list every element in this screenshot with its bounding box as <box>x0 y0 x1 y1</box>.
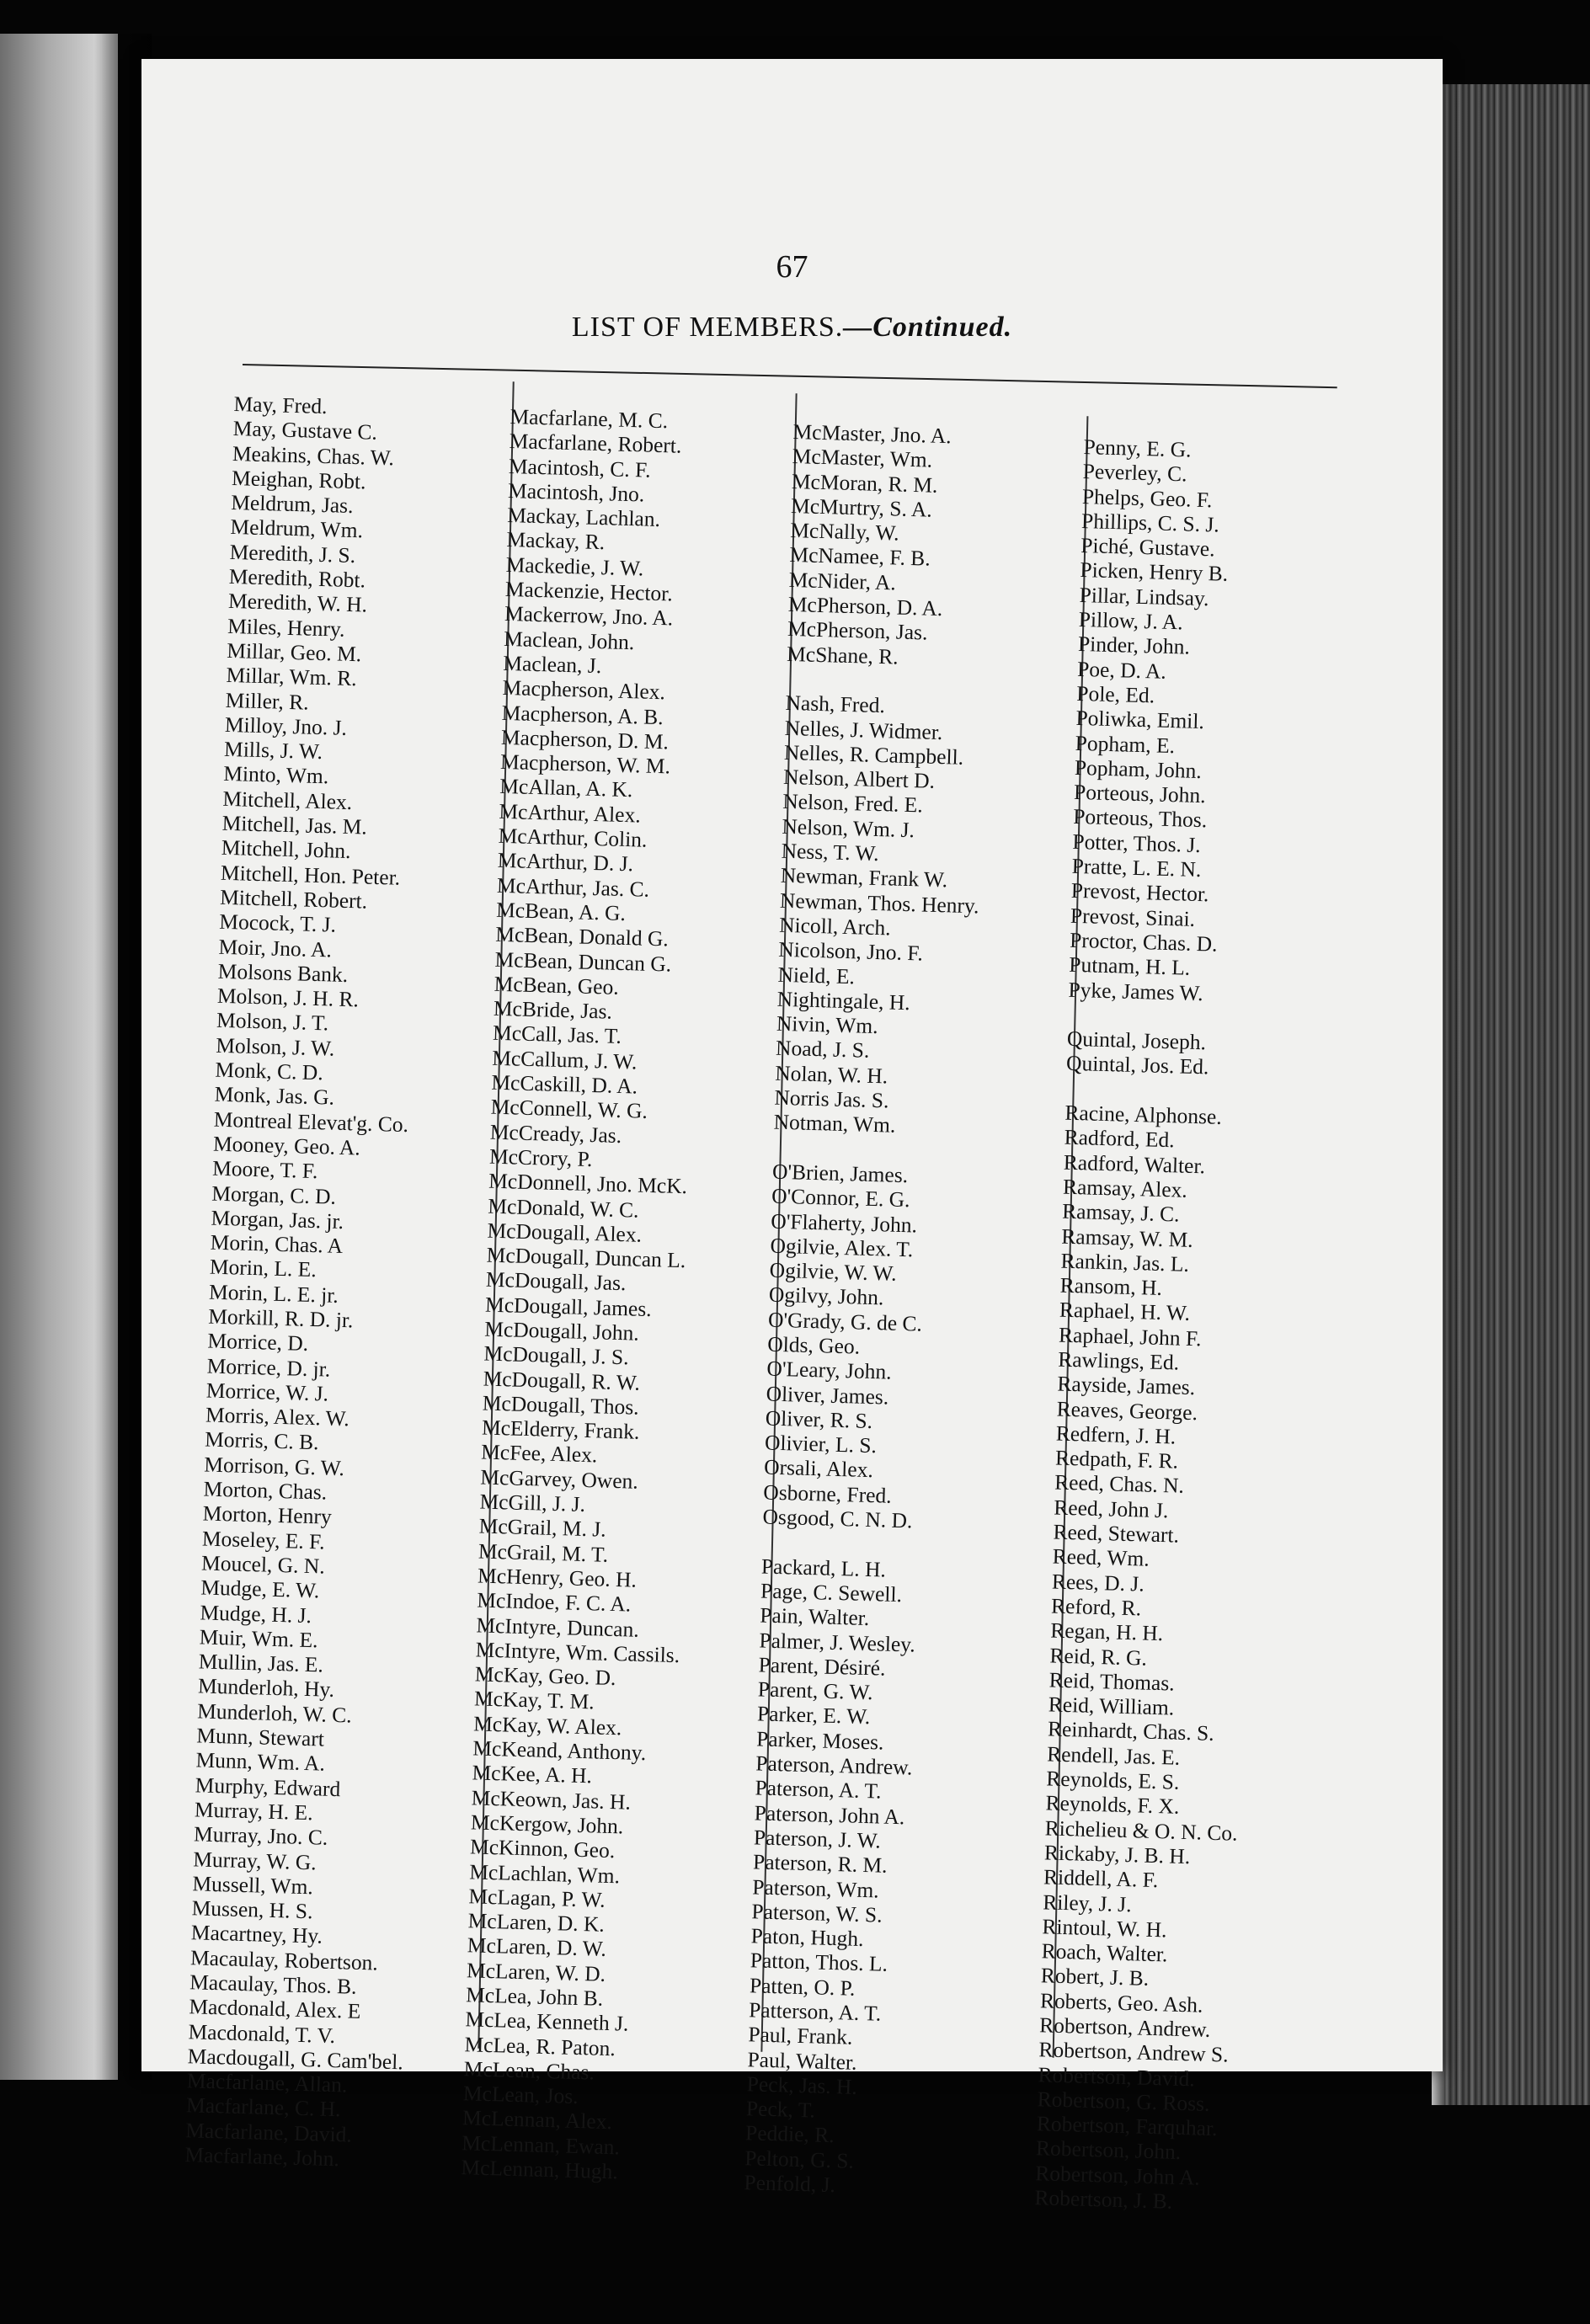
member-entry: O'Flaherty, John. <box>771 1208 918 1237</box>
member-entry: Robertson, Farquhar. <box>1036 2111 1218 2141</box>
member-entry: Robert, J. B. <box>1040 1963 1150 1991</box>
member-entry: Mitchell, Hon. Peter. <box>220 860 401 890</box>
member-entry: Macaulay, Robertson. <box>189 1944 379 1975</box>
member-entry: Quintal, Joseph. <box>1066 1026 1207 1055</box>
member-entry: Morrice, D. jr. <box>206 1353 331 1382</box>
member-entry: Nelson, Wm. J. <box>782 813 915 842</box>
member-entry: Raphael, H. W. <box>1059 1297 1191 1326</box>
member-entry: Roach, Walter. <box>1041 1938 1168 1967</box>
member-entry: McLea, John B. <box>465 1982 604 2011</box>
member-entry: Pole, Ed. <box>1076 680 1155 708</box>
member-entry: McConnell, W. G. <box>490 1094 648 1124</box>
member-entry: Reed, Stewart. <box>1053 1519 1180 1548</box>
member-entry: Piché, Gustave. <box>1080 533 1216 562</box>
member-entry: Macdougall, G. Cam'bel. <box>187 2044 404 2075</box>
member-entry: Packard, L. H. <box>760 1554 887 1582</box>
member-entry: Robertson, John. <box>1035 2135 1182 2165</box>
member-entry: Murphy, Edward <box>195 1772 341 1801</box>
member-entry: Montreal Elevat'g. Co. <box>213 1106 409 1137</box>
member-entry: Meakins, Chas. W. <box>232 440 395 470</box>
member-entry: McLaren, D. K. <box>467 1908 606 1937</box>
member-entry: McMaster, Jno. A. <box>792 419 952 449</box>
member-entry: Ogilvie, W. W. <box>769 1257 898 1286</box>
member-entry: O'Grady, G. de C. <box>767 1307 923 1336</box>
member-entry: McGarvey, Owen. <box>480 1464 639 1494</box>
member-entry: Macfarlane, Robert. <box>509 429 682 458</box>
member-entry: McPherson, Jas. <box>787 616 928 645</box>
member-entry: Reid, Thomas. <box>1048 1667 1176 1696</box>
member-entry: McDougall, Duncan L. <box>486 1242 686 1273</box>
member-column-4 <box>1034 434 1277 2215</box>
member-entry: Ransom, H. <box>1059 1272 1163 1301</box>
member-entry: McDougall, J. S. <box>483 1341 629 1370</box>
member-entry: McKeown, Jas. H. <box>471 1784 632 1815</box>
member-entry: Reynolds, E. S. <box>1046 1766 1180 1794</box>
member-entry: McDonald, W. C. <box>488 1193 639 1223</box>
page-number: 67 <box>776 249 808 285</box>
member-entry: Patten, O. P. <box>749 1972 856 2001</box>
member-entry: McCready, Jas. <box>489 1119 622 1148</box>
member-entry: McHenry, Geo. H. <box>477 1563 638 1592</box>
member-entry: McLachlan, Wm. <box>468 1858 621 1888</box>
member-entry: Prevost, Hector. <box>1070 878 1209 907</box>
member-entry: McGrail, M. J. <box>478 1513 606 1543</box>
member-entry: Reed, Wm. <box>1052 1543 1150 1572</box>
member-entry: Millar, Wm. R. <box>226 663 357 691</box>
member-entry: McLennan, Ewan. <box>461 2129 621 2160</box>
member-entry: Oliver, James. <box>766 1381 889 1410</box>
member-entry: Macfarlane, David. <box>184 2117 353 2147</box>
member-entry: McDougall, Jas. <box>485 1266 627 1296</box>
member-entry: McCaskill, D. A. <box>491 1069 638 1099</box>
member-entry: Popham, John. <box>1074 754 1203 783</box>
member-entry: McDougall, James. <box>484 1292 653 1321</box>
member-entry: Potter, Thos. J. <box>1072 829 1202 857</box>
member-entry: McBean, Duncan G. <box>494 946 672 977</box>
member-entry: Mills, J. W. <box>223 736 323 765</box>
member-entry: McNally, W. <box>789 518 900 546</box>
member-entry: Paterson, J. W. <box>753 1825 882 1853</box>
member-entry: Robertson, Andrew. <box>1038 2012 1211 2042</box>
member-entry: Poe, D. A. <box>1076 656 1167 684</box>
member-entry: McKeand, Anthony. <box>472 1735 647 1766</box>
member-entry: McIntyre, Wm. Cassils. <box>475 1637 680 1668</box>
member-entry: Oliver, R. S. <box>765 1405 873 1433</box>
member-entry: Nicoll, Arch. <box>778 912 892 941</box>
member-entry: Rayside, James. <box>1057 1371 1196 1400</box>
member-entry: Phelps, Geo. F. <box>1081 483 1213 512</box>
member-entry: Osgood, C. N. D. <box>762 1504 913 1533</box>
member-entry: Peddie, R. <box>744 2120 835 2148</box>
member-entry: Roberts, Geo. Ash. <box>1039 1987 1203 2018</box>
member-entry: Macpherson, Alex. <box>502 675 666 705</box>
member-entry: O'Leary, John. <box>766 1356 892 1384</box>
member-entry: Macfarlane, Allan. <box>186 2068 348 2097</box>
member-entry: Parent, G. W. <box>757 1676 873 1705</box>
member-entry: Meldrum, Jas. <box>230 490 354 519</box>
member-entry: McLean, Jos. <box>462 2081 579 2109</box>
member-entry: McBean, A. G. <box>495 897 627 925</box>
member-entry: Munn, Wm. A. <box>195 1747 326 1776</box>
member-entry: Macfarlane, John. <box>184 2142 340 2172</box>
member-entry: Reaves, George. <box>1056 1396 1198 1425</box>
member-entry: Reed, John J. <box>1054 1495 1169 1523</box>
member-entry: Macpherson, D. M. <box>500 724 670 754</box>
member-entry: May, Gustave C. <box>232 416 378 445</box>
member-entry: McDougall, Alex. <box>487 1218 643 1247</box>
member-entry: Redfern, J. H. <box>1055 1421 1176 1449</box>
member-entry: Raphael, John F. <box>1058 1322 1202 1351</box>
member-entry: McLennan, Alex. <box>462 2105 613 2135</box>
member-entry: Pillow, J. A. <box>1078 606 1183 635</box>
member-entry: Macpherson, A. B. <box>501 700 664 729</box>
member-entry: McKay, Geo. D. <box>474 1661 616 1691</box>
book-fore-edge <box>1444 84 1590 2105</box>
member-entry: Reynolds, F. X. <box>1045 1790 1180 1820</box>
member-entry: Paterson, John A. <box>754 1799 905 1829</box>
member-entry: Redpath, F. R. <box>1054 1445 1179 1474</box>
member-entry: Riddell, A. F. <box>1043 1864 1159 1893</box>
member-entry: Mussen, H. S. <box>191 1895 313 1924</box>
member-entry: Poliwka, Emil. <box>1075 706 1205 734</box>
member-entry: Monk, Jas. G. <box>214 1081 335 1110</box>
member-entry: Nelles, R. Campbell. <box>783 739 964 770</box>
member-entry: Mackay, R. <box>506 527 606 555</box>
member-entry: Parker, Moses. <box>755 1726 884 1755</box>
member-entry: Macartney, Hy. <box>190 1920 323 1949</box>
member-entry: McGrail, M. T. <box>478 1538 609 1567</box>
member-entry: Mocock, T. J. <box>219 909 337 937</box>
member-entry: McKergow, John. <box>470 1810 624 1839</box>
member-entry: McElderry, Frank. <box>481 1415 640 1444</box>
member-entry: McLea, Kenneth J. <box>465 2007 629 2036</box>
member-entry: Mussell, Wm. <box>192 1871 314 1900</box>
member-entry: Mudge, H. J. <box>200 1599 312 1628</box>
member-entry: Paterson, Wm. <box>751 1874 880 1903</box>
member-entry: Macfarlane, M. C. <box>510 404 669 434</box>
member-entry: McKay, T. M. <box>473 1686 595 1714</box>
member-entry: McDougall, Thos. <box>482 1390 640 1420</box>
member-entry: McMoran, R. M. <box>791 468 938 498</box>
member-entry: McArthur, Alex. <box>499 798 642 828</box>
member-entry: Reid, R. G. <box>1049 1642 1148 1671</box>
member-entry: Porteous, John. <box>1073 779 1207 808</box>
member-entry: Mitchell, John. <box>221 835 351 864</box>
document-page <box>141 59 1443 2214</box>
member-entry: Reid, William. <box>1048 1692 1175 1720</box>
member-entry: Picken, Henry B. <box>1080 557 1229 587</box>
member-entry: Penfold, J. <box>744 2170 836 2198</box>
member-entry: McLaren, W. D. <box>466 1957 606 1986</box>
member-entry: McNamee, F. B. <box>789 542 931 572</box>
member-entry: Miller, R. <box>225 687 310 715</box>
member-entry: Mooney, Geo. A. <box>212 1131 361 1160</box>
member-entry: Orsali, Alex. <box>763 1454 874 1483</box>
member-entry: Meighan, Robt. <box>231 465 366 494</box>
member-entry: Macintosh, Jno. <box>507 477 645 507</box>
member-entry: Newman, Frank W. <box>780 863 948 893</box>
member-entry: McShane, R. <box>786 641 899 669</box>
member-entry: Palmer, J. Wesley. <box>759 1627 916 1657</box>
member-entry: McKay, W. Alex. <box>472 1711 622 1740</box>
member-entry: Mackenzie, Hector. <box>504 576 674 606</box>
member-entry: McPherson, D. A. <box>787 591 943 621</box>
member-entry: O'Brien, James. <box>771 1159 909 1188</box>
member-entry: Morris, C. B. <box>204 1426 319 1455</box>
member-entry: Regan, H. H. <box>1049 1618 1164 1646</box>
member-entry: Macdonald, T. V. <box>188 2018 336 2048</box>
member-entry: Olivier, L. S. <box>764 1430 878 1458</box>
member-entry: Putnam, H. L. <box>1069 951 1191 980</box>
member-entry: McDougall, John. <box>483 1316 640 1346</box>
member-entry: Nelson, Albert D. <box>782 764 936 794</box>
member-entry: Peck, Jas. H. <box>746 2071 858 2099</box>
member-entry: Paterson, A. T. <box>755 1775 882 1804</box>
member-entry: McLean, Chas. <box>463 2056 595 2085</box>
member-entry: McGill, J. J. <box>479 1489 586 1517</box>
member-entry: Popham, E. <box>1075 730 1176 758</box>
member-entry: Osborne, Fred. <box>763 1479 893 1508</box>
member-entry: Macaulay, Thos. B. <box>189 1970 357 1999</box>
member-entry: Penny, E. G. <box>1083 434 1192 462</box>
member-column-1 <box>184 392 450 2173</box>
member-entry: McNider, A. <box>788 567 897 595</box>
member-entry: Paterson, Andrew. <box>755 1751 913 1780</box>
member-entry: Parker, E. W. <box>756 1701 871 1730</box>
member-entry: Munn, Stewart <box>196 1723 325 1751</box>
member-entry: Pillar, Lindsay. <box>1079 582 1209 610</box>
member-entry: Pain, Walter. <box>759 1602 870 1631</box>
member-entry: Macdonald, Alex. E <box>189 1994 361 2024</box>
member-entry: Nolan, W. H. <box>774 1060 888 1089</box>
member-entry: Munderloh, Hy. <box>197 1673 335 1703</box>
member-entry: Pyke, James W. <box>1068 977 1204 1005</box>
member-entry: Morin, L. E. <box>209 1254 317 1282</box>
member-entry: Reinhardt, Chas. S. <box>1047 1716 1215 1746</box>
member-entry: Prevost, Sinai. <box>1070 903 1196 931</box>
member-entry: McMaster, Wm. <box>792 444 933 472</box>
member-entry: Quintal, Jos. Ed. <box>1065 1051 1209 1079</box>
member-entry: Rickaby, J. B. H. <box>1043 1840 1191 1869</box>
member-entry: McBean, Donald G. <box>495 921 670 951</box>
member-entry: Meredith, J. S. <box>229 539 356 568</box>
member-entry: Phillips, C. S. J. <box>1080 508 1220 537</box>
member-entry: O'Connor, E. G. <box>771 1183 910 1213</box>
member-entry: Patterson, A. T. <box>748 1997 882 2026</box>
member-entry: Norris Jas. S. <box>774 1085 889 1113</box>
member-entry: McFee, Alex. <box>480 1439 598 1468</box>
member-entry: Porteous, Thos. <box>1072 804 1208 833</box>
member-entry: Robertson, John A. <box>1034 2160 1201 2190</box>
member-entry: Robertson, David. <box>1038 2061 1196 2092</box>
member-entry: Macpherson, W. M. <box>499 749 671 779</box>
member-entry: Rees, D. J. <box>1051 1569 1145 1596</box>
member-entry: McArthur, Jas. C. <box>496 872 650 902</box>
member-entry: Nicolson, Jno. F. <box>778 936 924 966</box>
member-entry: Molson, J. H. R. <box>216 983 360 1012</box>
member-entry: McCrory, P. <box>488 1143 593 1171</box>
member-entry: Morrice, D. <box>207 1328 309 1357</box>
member-entry: Mitchell, Robert. <box>219 884 368 914</box>
member-entry: Reed, Chas. N. <box>1054 1469 1185 1499</box>
member-entry: McCall, Jas. T. <box>492 1021 622 1049</box>
member-entry: Murray, H. E. <box>194 1797 314 1826</box>
member-entry: Morrison, G. W. <box>204 1452 345 1480</box>
member-entry: Paul, Walter. <box>747 2046 857 2075</box>
member-entry: Reford, R. <box>1050 1593 1142 1621</box>
member-entry: McKee, A. H. <box>472 1760 593 1788</box>
member-entry: Meredith, Robt. <box>228 563 366 593</box>
member-entry: Ogilvy, John. <box>768 1282 884 1310</box>
member-entry: Proctor, Chas. D. <box>1069 927 1218 957</box>
member-entry: Robertson, J. B. <box>1034 2185 1173 2214</box>
member-entry: Moir, Jno. A. <box>218 934 333 962</box>
member-entry: McBride, Jas. <box>493 995 613 1024</box>
member-entry: Peck, T. <box>745 2096 816 2123</box>
member-entry: Ness, T. W. <box>781 838 880 866</box>
member-entry: Riley, J. J. <box>1042 1889 1133 1916</box>
member-entry: Paterson, W. S. <box>751 1899 883 1927</box>
member-entry: McCallum, J. W. <box>491 1045 638 1074</box>
member-entry: McLaren, D. W. <box>467 1932 607 1962</box>
member-entry: Morris, Alex. W. <box>205 1402 350 1431</box>
member-entry: Morton, Henry <box>202 1500 333 1530</box>
member-entry: Mitchell, Jas. M. <box>221 810 368 840</box>
member-entry: Nield, E. <box>777 962 856 989</box>
member-entry: Nash, Fred. <box>785 690 886 718</box>
member-entry: Olds, Geo. <box>766 1331 861 1359</box>
member-entry: Morin, L. E. jr. <box>208 1279 339 1308</box>
member-entry: Noad, J. S. <box>775 1036 870 1063</box>
member-entry: Molsons Bank. <box>217 958 349 987</box>
member-entry: Minto, Wm. <box>222 761 329 789</box>
member-entry: Morgan, C. D. <box>211 1181 337 1209</box>
member-entry: Morrice, W. J. <box>205 1378 329 1406</box>
member-entry: Millar, Geo. M. <box>227 637 362 667</box>
member-entry: McBean, Geo. <box>494 971 620 999</box>
member-entry: Racine, Alphonse. <box>1064 1100 1223 1129</box>
page-title <box>141 312 1443 344</box>
member-entry: Page, C. Sewell. <box>760 1578 903 1607</box>
member-entry: Mullin, Jas. E. <box>198 1649 324 1677</box>
member-entry: Morgan, Jas. jr. <box>211 1205 344 1234</box>
member-entry: Morin, Chas. A <box>210 1229 344 1259</box>
member-entry: Ramsay, W. M. <box>1061 1223 1194 1252</box>
member-entry: Rawlings, Ed. <box>1057 1346 1180 1375</box>
member-entry: Notman, Wm. <box>773 1109 896 1138</box>
member-entry: Macfarlane, C. H. <box>185 2092 341 2122</box>
member-entry: Pelton, G. S. <box>744 2145 855 2173</box>
member-entry: Patton, Thos. L. <box>750 1948 888 1977</box>
member-entry: McMurtry, S. A. <box>790 493 933 522</box>
header-rule <box>243 364 1337 388</box>
member-entry: Mackedie, J. W. <box>505 552 644 581</box>
member-entry: Pratte, L. E. N. <box>1071 853 1202 882</box>
member-entry: Murray, Jno. C. <box>193 1821 328 1850</box>
member-entry: Mackerrow, Jno. A. <box>504 601 674 631</box>
member-entry: McLagan, P. W. <box>468 1884 606 1912</box>
member-entry: Molson, J. W. <box>215 1032 335 1061</box>
member-entry: Rintoul, W. H. <box>1042 1914 1167 1943</box>
member-entry: May, Fred. <box>233 392 328 419</box>
member-entry: Moseley, E. F. <box>201 1526 326 1554</box>
member-entry: Radford, Walter. <box>1063 1149 1206 1178</box>
member-entry: McKinnon, Geo. <box>469 1834 616 1863</box>
member-entry: Milloy, Jno. J. <box>224 712 348 740</box>
member-entry: McAllan, A. K. <box>499 774 633 802</box>
page-title-main: LIST OF MEMBERS. <box>571 312 844 343</box>
member-entry: Muir, Wm. E. <box>199 1624 318 1653</box>
member-column-2 <box>461 404 714 2185</box>
member-entry: McLennan, Hugh. <box>461 2155 619 2184</box>
member-entry: Mackay, Lachlan. <box>506 503 661 532</box>
member-entry: Miles, Henry. <box>227 613 345 642</box>
member-entry: Richelieu & O. N. Co. <box>1044 1815 1238 1846</box>
member-entry: Nightingale, H. <box>776 986 911 1015</box>
member-entry: Pinder, John. <box>1077 632 1191 659</box>
member-entry: Murray, W. G. <box>192 1846 317 1874</box>
member-entry: Nelson, Fred. E. <box>782 789 924 818</box>
member-entry: Paterson, R. M. <box>752 1849 888 1878</box>
member-entry: Robertson, G. Ross. <box>1037 2087 1210 2116</box>
member-entry: McArthur, Colin. <box>498 823 648 852</box>
member-entry: Moore, T. F. <box>211 1155 318 1184</box>
member-entry: Ramsay, J. C. <box>1061 1198 1180 1227</box>
member-entry: Rankin, Jas. L. <box>1060 1248 1190 1277</box>
facing-page-edge <box>0 34 118 2080</box>
member-entry: McLea, R. Paton. <box>464 2031 616 2060</box>
member-entry: Monk, C. D. <box>215 1057 324 1085</box>
member-entry: Newman, Thos. Henry. <box>779 887 979 919</box>
member-entry: McArthur, D. J. <box>497 848 634 877</box>
member-entry: Macintosh, C. F. <box>508 453 651 482</box>
member-entry: Morkill, R. D. jr. <box>207 1303 354 1333</box>
member-entry: Ramsay, Alex. <box>1062 1174 1188 1202</box>
member-entry: Meredith, W. H. <box>227 589 368 617</box>
member-entry: Maclean, J. <box>503 650 602 679</box>
member-entry: McIntyre, Duncan. <box>476 1612 640 1642</box>
member-entry: Robertson, Andrew S. <box>1038 2037 1229 2067</box>
member-entry: Nivin, Wm. <box>776 1010 878 1039</box>
member-entry: Paul, Frank. <box>748 2022 853 2050</box>
member-entry: Nelles, J. Widmer. <box>784 715 943 744</box>
member-entry: McDonnell, Jno. McK. <box>488 1168 688 1199</box>
member-entry: Parent, Désiré. <box>758 1652 886 1681</box>
member-entry: Munderloh, W. C. <box>196 1698 353 1728</box>
member-entry: Mudge, E. W. <box>200 1575 320 1603</box>
member-entry: McIndoe, F. C. A. <box>476 1587 632 1617</box>
member-entry: Moucel, G. N. <box>200 1550 326 1579</box>
member-entry: Maclean, John. <box>503 626 635 654</box>
member-entry: Radford, Ed. <box>1064 1124 1176 1153</box>
member-entry: Meldrum, Wm. <box>230 514 364 543</box>
member-column-3 <box>744 419 992 2200</box>
member-entry: McDougall, R. W. <box>483 1366 641 1395</box>
member-entry: Paton, Hugh. <box>750 1923 864 1952</box>
member-entry: Mitchell, Alex. <box>222 786 353 814</box>
member-entry: Morton, Chas. <box>203 1476 328 1505</box>
page-title-continued: —Continued. <box>843 312 1013 343</box>
member-entry: Molson, J. T. <box>216 1008 329 1036</box>
member-entry: Peverley, C. <box>1082 459 1187 487</box>
member-entry: Ogilvie, Alex. T. <box>770 1233 914 1262</box>
member-entry: Rendell, Jas. E. <box>1046 1741 1181 1770</box>
